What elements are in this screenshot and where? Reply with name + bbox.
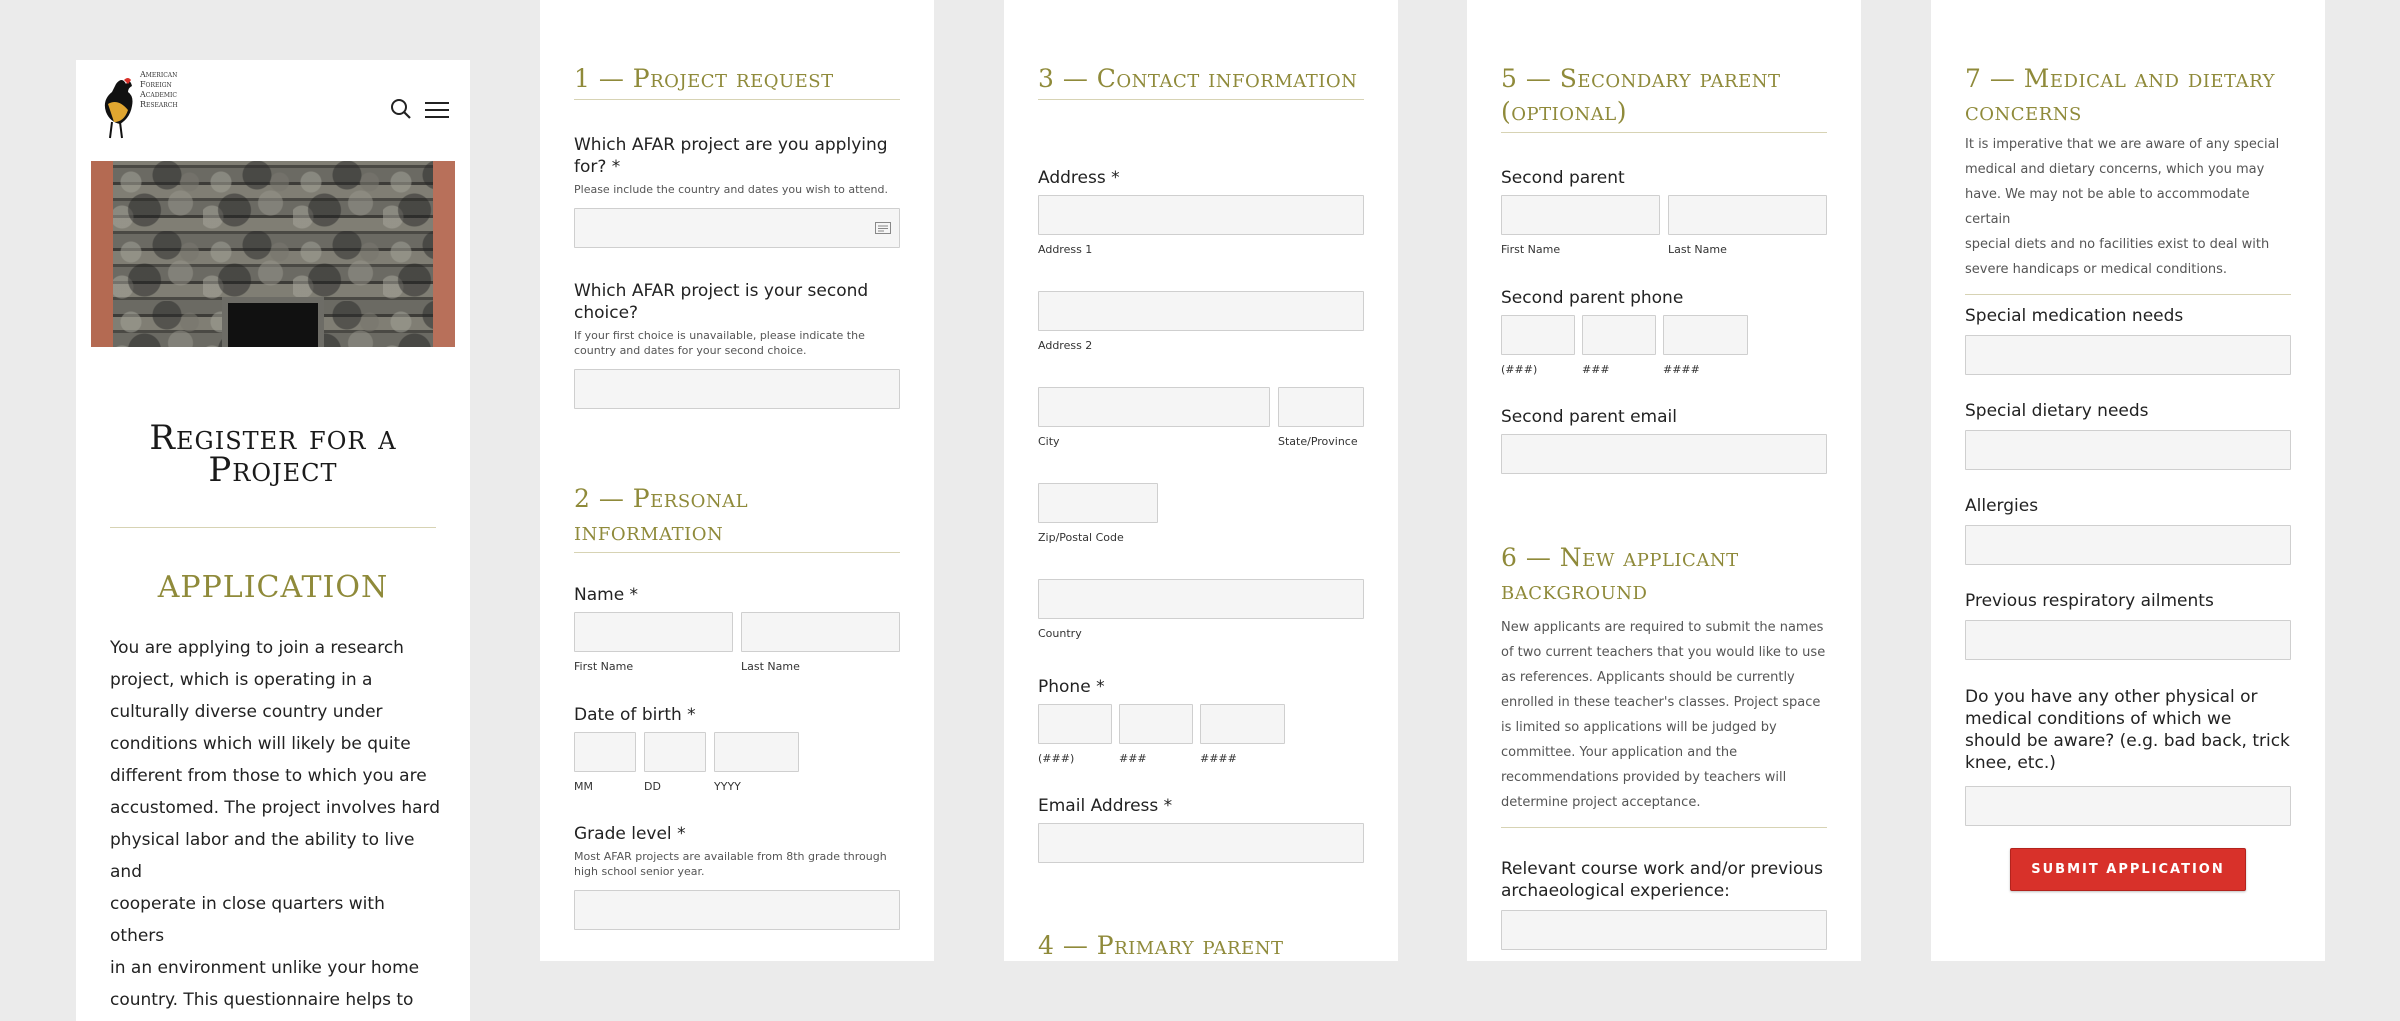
application-heading: APPLICATION <box>157 570 389 605</box>
section-title: 6 — New applicant background <box>1501 543 1739 605</box>
section-rule <box>1965 294 2291 295</box>
section-applicant-background <box>1501 541 1827 828</box>
intro-line: physical labor and the ability to live and <box>110 830 415 882</box>
state-input[interactable] <box>1278 387 1364 427</box>
hero-image <box>91 161 455 347</box>
second-choice-group <box>574 280 900 409</box>
last-name-sublabel: Last Name <box>741 660 800 673</box>
section-rule <box>1501 132 1827 133</box>
second-phone-line-input[interactable] <box>1663 315 1748 355</box>
dob-day-sublabel: DD <box>644 780 661 793</box>
logo-line: American <box>140 70 178 79</box>
dob-month-input[interactable] <box>574 732 636 772</box>
address1-sublabel: Address 1 <box>1038 243 1093 256</box>
second-parent-label: Second parent <box>1501 168 1625 188</box>
section-rule <box>1038 99 1364 100</box>
logo-line: Academic <box>140 90 177 99</box>
hero-doorway <box>222 297 324 347</box>
address2-sublabel: Address 2 <box>1038 339 1093 352</box>
second-parent-first-input[interactable] <box>1501 195 1660 235</box>
section-title: 1 — Project request <box>574 64 834 93</box>
second-parent-phone-group <box>1501 287 1827 377</box>
desc-line: of two current teachers that you would like to use <box>1501 645 1826 660</box>
address1-input[interactable] <box>1038 195 1364 235</box>
phone-prefix-input[interactable] <box>1119 704 1193 744</box>
address-group <box>1038 167 1364 641</box>
respiratory-input[interactable] <box>1965 620 2291 660</box>
allergies-group <box>1965 495 2291 565</box>
second-parent-group <box>1501 167 1827 257</box>
course-work-label: Relevant course work and/or previous archaeological experience: <box>1501 859 1823 901</box>
section-secondary-parent <box>1501 62 1827 133</box>
medical-description <box>1965 132 2291 282</box>
hamburger-menu-icon[interactable] <box>424 100 450 120</box>
medication-label: Special medication needs <box>1965 306 2184 326</box>
section-rule <box>574 99 900 100</box>
second-parent-email-group <box>1501 406 1827 474</box>
dietary-input[interactable] <box>1965 430 2291 470</box>
logo-line: Foreign <box>140 80 172 89</box>
project-choice-label: Which AFAR project are you applying for? * <box>574 135 888 177</box>
intro-line: accustomed. The project involves hard <box>110 798 440 818</box>
email-input[interactable] <box>1038 823 1364 863</box>
phone-line-input[interactable] <box>1200 704 1285 744</box>
intro-line: different from those to which you are <box>110 766 427 786</box>
dob-year-input[interactable] <box>714 732 799 772</box>
form-panel-3 <box>1004 0 1398 961</box>
site-header <box>76 60 470 160</box>
name-group <box>574 584 900 674</box>
intro-line: country. This questionnaire helps to <box>110 990 414 1010</box>
email-group <box>1038 795 1364 863</box>
logo-wordmark <box>140 70 200 110</box>
respiratory-group <box>1965 590 2291 660</box>
second-parent-last-sublabel: Last Name <box>1668 243 1727 256</box>
contact-card-icon <box>875 222 891 234</box>
dietary-label: Special dietary needs <box>1965 401 2149 421</box>
section-medical-dietary <box>1965 62 2291 295</box>
search-icon[interactable] <box>390 98 412 120</box>
city-input[interactable] <box>1038 387 1270 427</box>
desc-line: determine project acceptance. <box>1501 795 1701 810</box>
respiratory-label: Previous respiratory ailments <box>1965 591 2214 611</box>
intro-line: culturally diverse country under <box>110 702 383 722</box>
state-sublabel: State/Province <box>1278 435 1358 448</box>
second-parent-email-label: Second parent email <box>1501 407 1677 427</box>
second-choice-help: If your first choice is unavailable, please indicate the country and dates for your second choice. <box>574 329 865 357</box>
phone-prefix-sublabel: ### <box>1119 752 1147 765</box>
other-conditions-group <box>1965 686 2291 826</box>
country-sublabel: Country <box>1038 627 1082 640</box>
second-parent-phone-label: Second parent phone <box>1501 288 1684 308</box>
logo-line: Research <box>140 100 178 109</box>
zip-input[interactable] <box>1038 483 1158 523</box>
zip-sublabel: Zip/Postal Code <box>1038 531 1124 544</box>
desc-line: have. We may not be able to accommodate certain <box>1965 187 2250 227</box>
project-choice-group <box>574 134 900 248</box>
desc-line: as references. Applicants should be currently <box>1501 670 1795 685</box>
dob-group <box>574 704 900 794</box>
address2-input[interactable] <box>1038 291 1364 331</box>
desc-line: recommendations provided by teachers will <box>1501 770 1787 785</box>
intro-line: conditions which will likely be quite <box>110 734 411 754</box>
other-conditions-label: Do you have any other physical or medical conditions of which we should be aware? (e.g. bad back, trick knee, etc.) <box>1965 687 2290 773</box>
second-phone-area-sublabel: (###) <box>1501 363 1538 376</box>
phone-area-sublabel: (###) <box>1038 752 1075 765</box>
address-label: Address * <box>1038 168 1120 188</box>
section-title: 5 — Secondary parent (optional) <box>1501 64 1781 126</box>
second-phone-prefix-sublabel: ### <box>1582 363 1610 376</box>
name-label: Name * <box>574 585 639 605</box>
desc-line: It is imperative that we are aware of any special <box>1965 137 2280 152</box>
desc-line: severe handicaps or medical conditions. <box>1965 262 2228 277</box>
application-intro-text <box>110 632 440 1016</box>
intro-line: project, which is operating in a <box>110 670 373 690</box>
form-panel-4 <box>1467 0 1861 961</box>
section-personal-info <box>574 482 900 553</box>
section-title: 2 — Personal information <box>574 484 749 546</box>
second-parent-email-input[interactable] <box>1501 434 1827 474</box>
desc-line: enrolled in these teacher's classes. Project space <box>1501 695 1821 710</box>
desc-line: New applicants are required to submit the names <box>1501 620 1824 635</box>
grade-group <box>574 823 900 930</box>
intro-line: in an environment unlike your home <box>110 958 420 978</box>
section-primary-parent <box>1038 929 1364 964</box>
section-title: 3 — Contact information <box>1038 64 1358 93</box>
desc-line: special diets and no facilities exist to deal with <box>1965 237 2270 252</box>
course-work-group <box>1501 858 1827 950</box>
project-choice-input[interactable] <box>574 208 900 248</box>
intro-panel <box>76 60 470 1021</box>
second-choice-label: Which AFAR project is your second choice? <box>574 281 869 323</box>
background-description <box>1501 615 1827 815</box>
last-name-input[interactable] <box>741 612 900 652</box>
section-contact-info <box>1038 62 1364 100</box>
desc-line: is limited so applications will be judged by <box>1501 720 1777 735</box>
dob-label: Date of birth * <box>574 705 696 725</box>
first-name-input[interactable] <box>574 612 733 652</box>
section-title: 7 — Medical and dietary concerns <box>1965 64 2275 126</box>
page-title: Register for a Project <box>149 418 397 490</box>
phone-label: Phone * <box>1038 677 1105 697</box>
second-parent-last-input[interactable] <box>1668 195 1827 235</box>
second-parent-first-sublabel: First Name <box>1501 243 1561 256</box>
second-phone-area-input[interactable] <box>1501 315 1575 355</box>
course-work-input[interactable] <box>1501 910 1827 950</box>
grade-input[interactable] <box>574 890 900 930</box>
email-label: Email Address * <box>1038 796 1173 816</box>
other-conditions-input[interactable] <box>1965 786 2291 826</box>
phone-group <box>1038 676 1364 766</box>
second-phone-line-sublabel: #### <box>1663 363 1700 376</box>
second-choice-input[interactable] <box>574 369 900 409</box>
section-title: 4 — Primary parent <box>1038 931 1284 960</box>
dob-year-sublabel: YYYY <box>714 780 741 793</box>
first-name-sublabel: First Name <box>574 660 634 673</box>
allergies-label: Allergies <box>1965 496 2039 516</box>
form-panel-5 <box>1931 0 2325 961</box>
allergies-input[interactable] <box>1965 525 2291 565</box>
grade-help: Most AFAR projects are available from 8th grade through high school senior year. <box>574 850 887 878</box>
desc-line: committee. Your application and the <box>1501 745 1738 760</box>
city-sublabel: City <box>1038 435 1060 448</box>
country-input[interactable] <box>1038 579 1364 619</box>
phone-area-input[interactable] <box>1038 704 1112 744</box>
phone-line-sublabel: #### <box>1200 752 1237 765</box>
dob-day-input[interactable] <box>644 732 706 772</box>
intro-line: cooperate in close quarters with others <box>110 894 385 946</box>
section-rule <box>574 552 900 553</box>
dob-month-sublabel: MM <box>574 780 593 793</box>
submit-application-button[interactable]: SUBMIT APPLICATION <box>2010 848 2246 891</box>
intro-line: You are applying to join a research <box>110 638 404 658</box>
project-choice-help: Please include the country and dates you wish to attend. <box>574 183 888 196</box>
section-rule <box>1501 827 1827 828</box>
medication-input[interactable] <box>1965 335 2291 375</box>
form-panel-2 <box>540 0 934 961</box>
grade-label: Grade level * <box>574 824 686 844</box>
divider <box>110 527 436 528</box>
section-project-request <box>574 62 900 100</box>
dietary-group <box>1965 400 2291 470</box>
desc-line: medical and dietary concerns, which you may <box>1965 162 2265 177</box>
medication-group <box>1965 305 2291 375</box>
second-phone-prefix-input[interactable] <box>1582 315 1656 355</box>
